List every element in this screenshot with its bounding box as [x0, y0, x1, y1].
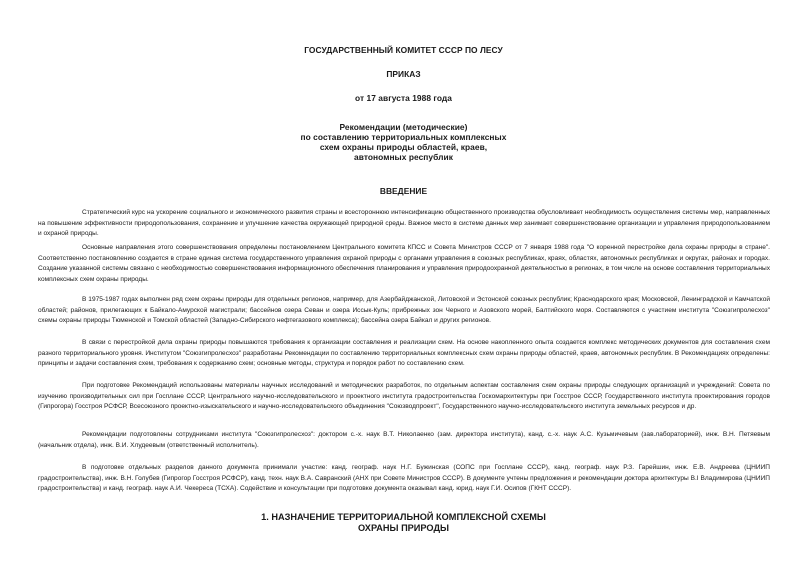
intro-paragraph: В подготовке отдельных разделов данного документа принимали участие: канд. географ. наук Н.Г. Бужинская (СОПС при Госплане СССР), канд. географ. наук Р.З. Гарейшин, инж. Е.В. Андреева (ЦНИИП градостроительства), инж. В.Н. Голубев (Гипрогор Госстроя РСФСР), канд. техн. наук В.А. Савранский (АНХ при Совете Министров СССР). В документе учтены предложения и рекомендации доктора архитектуры В.І Владимирова (ЦНИИП градостроительства) и канд. географ. наук А.И. Чекереса (ТСХА). Содействие и консультации при подготовке документа оказывал канд. юрид. наук Г.И. Осипов (ГКНТ СССР). — [38, 464, 770, 493]
intro-paragraph: Основные направления этого совершенствования определены постановлением Центрального комитета КПСС и Совета Министров СССР от 7 января 1988 года "О коренной перестройке дела охраны природы в стране". Соответственно постановлению создается в стране единая система государственного управления охраной природы с органами управления в союзных республиках, краях, областях, автономных республиках и округах, районах и городах. Создание указанной системы связано с необходимостью совершенствования информационного обеспечения планирования и управления природоохранной деятельностью в регионах, в том числе на основе составления территориальных комплексных схем охраны природы. — [38, 244, 770, 283]
intro-paragraph: В 1975-1987 годах выполнен ряд схем охраны природы для отдельных регионов, например, для Азербайджанской, Литовской и Эстонской союзных республик; Краснодарского края; Московской, Ленинградской и Камчатской областей; районов, прилегающих к Байкало-Амурской магистрали; бассейнов озера Севан и озера Иссык-Куль; прибрежных зон Черного и Азовского морей, Балтийского моря. Составляются с участием института "Союзгипролесхоз" схемы охраны природы Тюменской и Томской областей (Западно-Сибирского нефтегазового комплекса); бассейна озера Байкал и других регионов. — [38, 296, 770, 325]
recommendations-title-line: автономных республик — [354, 152, 453, 162]
document-type: ПРИКАЗ — [386, 69, 421, 79]
section-title-line: 1. НАЗНАЧЕНИЕ ТЕРРИТОРИАЛЬНОЙ КОМПЛЕКСНОЙ СХЕМЫ — [261, 512, 546, 522]
section-title-line: ОХРАНЫ ПРИРОДЫ — [358, 523, 449, 533]
intro-paragraph: При подготовке Рекомендаций использованы материалы научных исследований и методических разработок, по отдельным аспектам составления схем охраны природы следующих организаций и учреждений: Совета по изучению производительных сил при Госплане СССР, Центрального научно-исследовательского и проектного института градостроительства Госкомархитектуры при Госстрое СССР, Государственного института проектирования городов (Гипрогора) Госстроя РСФСР, Всесоюзного проектно-изыскательского и научно-исследовательского объединения "Союзводпроект", Государственного научно-исследовательского института земельных ресурсов и др. — [38, 382, 770, 411]
intro-paragraph: Рекомендации подготовлены сотрудниками института "Союзгипролесхоз": доктором с.-х. наук В.Т. Николаенко (зам. директора института), канд. с.-х. наук А.С. Кузьмичевым (зав.лабораторией), инж. В.Н. Петяевым (начальник отдела), инж. В.И. Хлудеевым (ответственный исполнитель). — [38, 431, 770, 449]
committee-name: ГОСУДАРСТВЕННЫЙ КОМИТЕТ СССР ПО ЛЕСУ — [304, 45, 503, 55]
recommendations-title-line: Рекомендации (методические) — [339, 122, 468, 132]
recommendations-title-line: схем охраны природы областей, краев, — [319, 142, 488, 152]
document-date: от 17 августа 1988 года — [355, 93, 452, 103]
introduction-heading: ВВЕДЕНИЕ — [379, 186, 428, 196]
intro-paragraph: Стратегический курс на ускорение социального и экономического развития страны и всестороннюю интенсификацию общественного производства обусловливает необходимость осуществления системы мер, направленных на повышение эффективности природопользования, сохранение и улучшение качества окружающей природной среды. Важное место в системе данных мер занимает совершенствование организации и управления природопользованием и охраной природы. — [38, 209, 770, 238]
recommendations-title-line: по составлению территориальных комплексных — [300, 132, 507, 142]
intro-paragraph: В связи с перестройкой дела охраны природы повышаются требования к организации составления и реализации схем. На основе накопленного опыта создается комплекс методических документов для составления схем разного территориального уровня. Институтом "Союзгипролесхоз" разработаны Рекомендации по составлению территориальных комплексных схем охраны природы областей, краев, автономных республик. В Рекомендациях определены: принципы и задачи составления схем, требования к содержанию схем; основные методы, структура и порядок работ по составлению схем. — [38, 339, 770, 368]
